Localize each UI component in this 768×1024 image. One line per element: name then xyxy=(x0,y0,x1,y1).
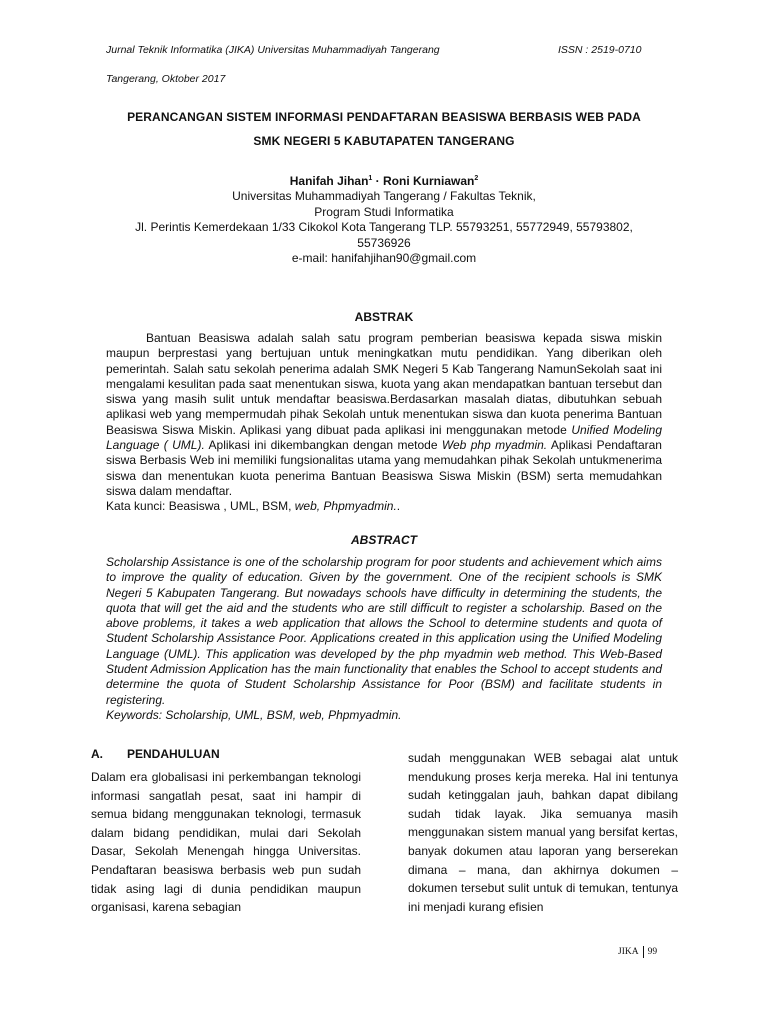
abstrak-text-c: Aplikasi Pendaftaran siswa Berbasis Web ini memiliki fungsionalitas utama yang memudahkan pihak Sekolah untukmenerima siswa dan menentukan kuota penerima Bantuan Beasiswa Siswa Miskin (BSM) serta memudahkan siswa dalam mendaftar. xyxy=(106,438,662,498)
paper-title-line-1: PERANCANGAN SISTEM INFORMASI PENDAFTARAN BEASISWA BERBASIS WEB PADA xyxy=(127,110,641,124)
abstrak-heading: ABSTRAK xyxy=(354,310,414,324)
abstract-body xyxy=(106,555,662,723)
intro-left-paragraph: Dalam era globalisasi ini perkembangan teknologi informasi sangatlah pesat, saat ini hampir di semua bidang menggunakan teknologi, termasuk dalam bidang pendidikan, mulai dari Sekolah Dasar, Sekolah Menengah hingga Universitas. Pendaftaran beasiswa berbasis web pun sudah tidak asing lagi di dunia pendidikan maupun organisasi, karena sebagian xyxy=(91,770,361,915)
author-2-index: 2 xyxy=(474,175,479,182)
page-footer xyxy=(618,946,657,958)
section-title: PENDAHULUAN xyxy=(127,747,220,761)
abstrak-text-a: Bantuan Beasiswa adalah salah satu program pemberian beasiswa kepada siswa miskin maupun berprestasi yang bertujuan untuk meningkatkan mutu pendidikan. Yang diberikan oleh pemerintah. Salah satu sekolah penerima adalah SMK Negeri 5 Kab Tangerang NamunSekolah saat ini mengalami kesulitan pada saat menentukan siswa, kuota yang akan mendapatkan bantuan tersebut dan siswa yang masih sulit untuk mendaftar beasiswa.Berdasarkan masalah diatas, dibutuhkan sebuah aplikasi web yang mempermudah pihak Sekolah untuk menentukan siswa dan kuota penerima Bantuan Beasiswa Siswa Miskin. Aplikasi yang dibuat pada aplikasi ini menggunakan metode xyxy=(106,331,662,437)
affiliation-university: Universitas Muhammadiyah Tangerang / Fakultas Teknik, xyxy=(232,189,536,203)
abstrak-uml-em: Unified Modeling Language ( UML). xyxy=(106,422,662,453)
affiliation-program: Program Studi Informatika xyxy=(314,205,454,219)
footer-journal: JIKA xyxy=(618,947,639,958)
author-1: Hanifah Jihan xyxy=(289,174,369,188)
intro-right-column xyxy=(408,749,678,916)
affiliation-address: Jl. Perintis Kemerdekaan 1/33 Cikokol Kota Tangerang TLP. 55793251, 55772949, 55793802, xyxy=(135,220,633,234)
abstrak-paragraph xyxy=(106,331,662,499)
footer-divider xyxy=(643,946,644,958)
keywords-text: Kata kunci: Beasiswa , UML, BSM, xyxy=(106,499,295,514)
intro-left-column xyxy=(91,768,361,917)
abstrak-phpmyadmin-em: Web php myadmin. xyxy=(441,438,548,453)
affiliation-phone-cont: 55736926 xyxy=(357,236,411,250)
abstrak-keywords xyxy=(106,499,662,514)
abstrak-text-b: Aplikasi ini dikembangkan dengan metode xyxy=(204,438,442,453)
section-number: A. xyxy=(91,747,103,761)
page-number: 99 xyxy=(647,947,658,958)
abstract-keywords: Keywords: Scholarship, UML, BSM, web, Phpmyadmin. xyxy=(106,707,402,722)
author-line xyxy=(0,174,768,188)
publication-date: Tangerang, Oktober 2017 xyxy=(106,73,226,85)
intro-right-paragraph: sudah menggunakan WEB sebagai alat untuk mendukung proses kerja mereka. Hal ini tentunya sudah ketinggalan jauh, bahkan dapat dibilang sudah tidak layak. Jika semuanya masih menggunakan sistem manual yang bersifat kertas, banyak dokumen atau laporan yang berserekan dimana – mana, dan akhirnya dokumen – dokumen tersebut sulit untuk di temukan, tentunya ini menjadi kurang efisien xyxy=(408,751,678,914)
author-2: Roni Kurniawan xyxy=(383,174,475,188)
abstrak-body xyxy=(106,331,662,515)
author-1-index: 1 xyxy=(368,175,373,182)
author-separator: · xyxy=(372,174,383,188)
affiliation-email: e-mail: hanifahjihan90@gmail.com xyxy=(291,251,477,265)
journal-header: Jurnal Teknik Informatika (JIKA) Universitas Muhammadiyah Tangerang xyxy=(106,44,440,56)
abstract-heading: ABSTRACT xyxy=(351,533,417,547)
keywords-em: web, Phpmyadmin. xyxy=(294,499,397,514)
paper-title-line-2: SMK NEGERI 5 KABUTAPATEN TANGERANG xyxy=(253,134,515,148)
issn-label: ISSN : 2519-0710 xyxy=(558,44,642,56)
abstract-paragraph: Scholarship Assistance is one of the scholarship program for poor students and achievement which aims to improve the quality of education. Given by the government. One of the recipient schools is SMK Negeri 5 Kabupaten Tangerang. But nowadays schools have difficulty in determining the students, the quota that will get the aid and the students who are still difficult to register a scholarship. Based on the above problems, it takes a web application that allows the School to determine students and quota of Student Scholarship Assistance Poor. Applications created in this application using the Unified Modeling Language (UML). This application was developed by the php myadmin web method. This Web-Based Student Admission Application has the main functionality that enables the School to accept students and determine the quota of Student Scholarship Assistance for Poor (BSM) and facilitate students in registering. xyxy=(106,555,662,707)
keywords-end: . xyxy=(396,499,401,514)
section-heading xyxy=(91,747,220,761)
